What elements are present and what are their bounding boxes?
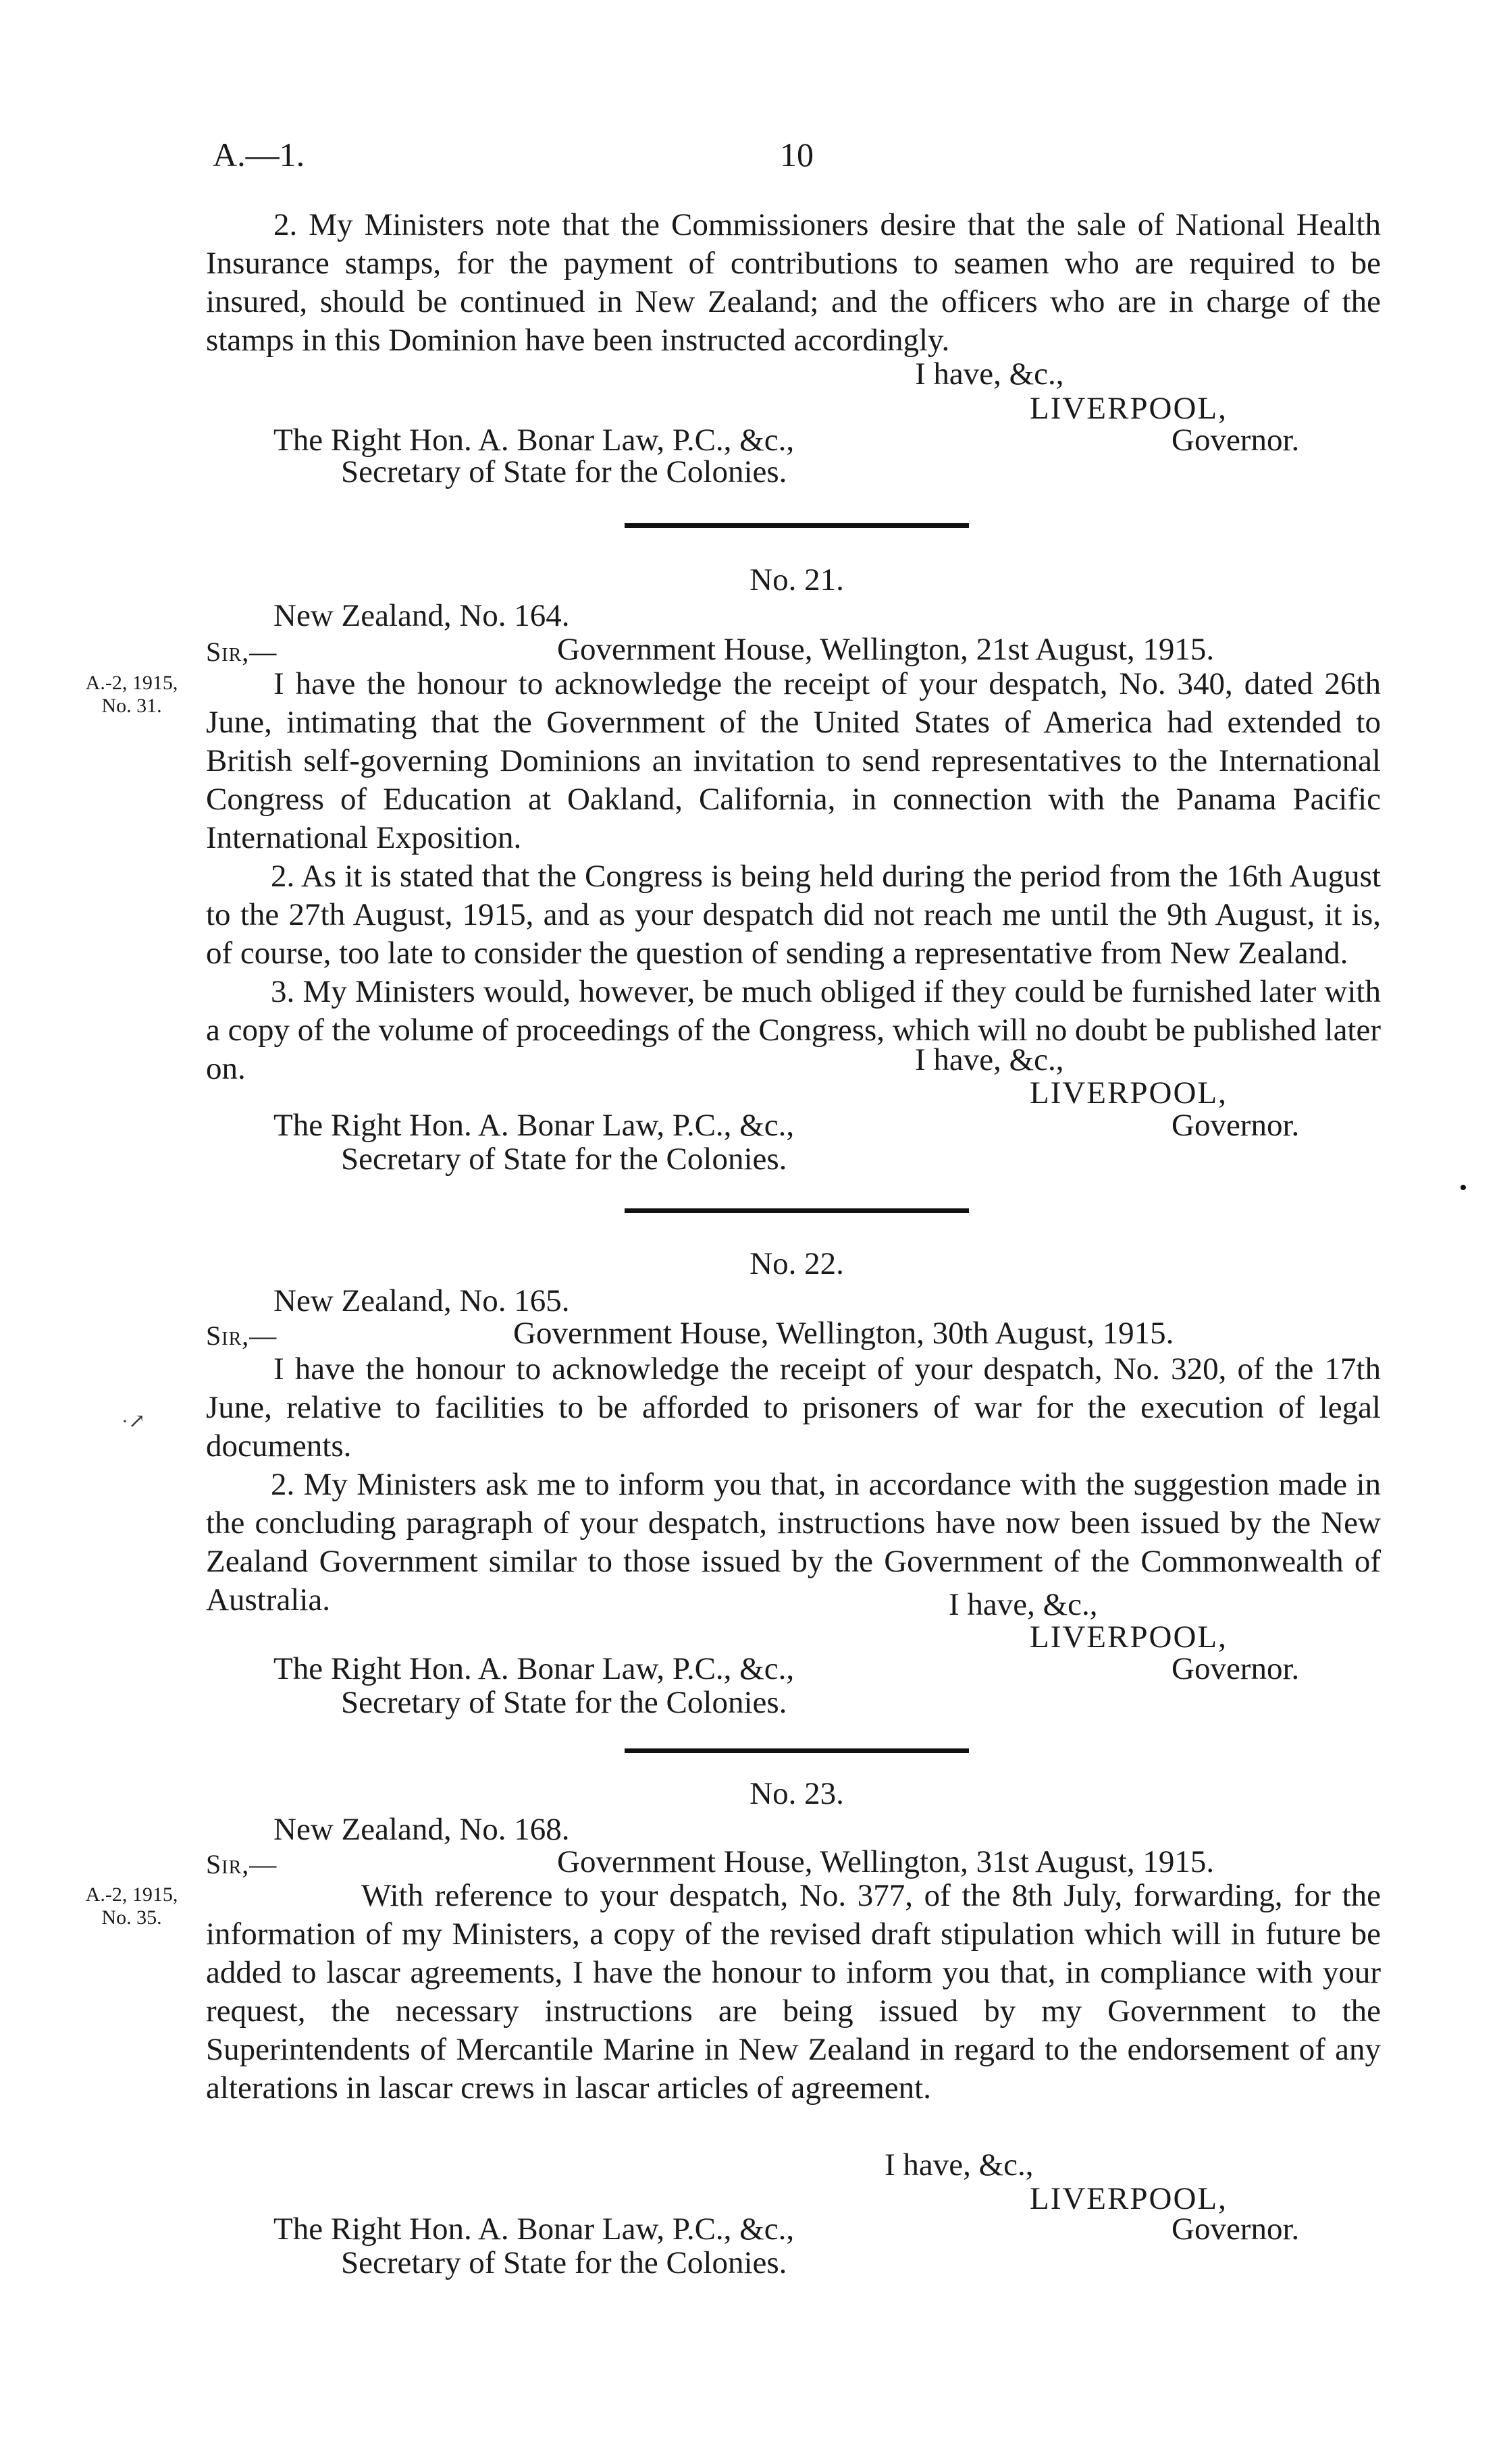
addressee-line: The Right Hon. A. Bonar Law, P.C., &c.,: [273, 1651, 795, 1686]
nz-reference: New Zealand, No. 168.: [273, 1812, 570, 1847]
despatch-number: No. 23.: [750, 1776, 844, 1811]
despatch-paragraph: I have the honour to acknowledge the receipt of your despatch, No. 340, dated 26th June, intimating that the Government of the United States of America had extended to British self-governing Dominions an invitation to send representatives to the International Congress of Education at Oakland, California, in connection with the Panama Pacific International Exposition.: [206, 666, 1381, 855]
signatory-title: Governor.: [1172, 1651, 1300, 1686]
closing-phrase: I have, &c.,: [949, 1587, 1098, 1622]
margin-reference: [74, 672, 189, 718]
despatch-body: [206, 665, 1381, 1088]
despatch-paragraph: With reference to your despatch, No. 377, of the 8th July, forwarding, for the information of my Ministers, a copy of the revised draft stipulation which will in future be added to lascar agreements, I have the honour to inform you that, in compliance with your request, the necessary instructions are being issued by my Government to the Superintendents of Mercantile Marine in New Zealand in regard to the endorsement of any alterations in lascar crews in lascar articles of agreement.: [206, 1878, 1381, 2106]
despatch-paragraph: 2. As it is stated that the Congress is being held during the period from the 16th August to the 27th August, 1915, and as your despatch did not reach me until the 9th August, it is, of course, too late to consider the question of sending a representative from New Zealand.: [206, 859, 1381, 971]
despatch-body: [206, 1350, 1381, 1619]
despatch-paragraph: 3. My Ministers would, however, be much obliged if they could be furnished later with a copy of the volume of proceedings of the Congress, which will no doubt be published later on.: [206, 974, 1381, 1086]
signature: LIVERPOOL,: [1030, 391, 1228, 426]
despatch-body: [206, 1877, 1381, 2108]
signature: LIVERPOOL,: [1030, 2181, 1228, 2216]
addressee-line: The Right Hon. A. Bonar Law, P.C., &c.,: [273, 423, 795, 458]
signatory-title: Governor.: [1172, 2212, 1300, 2247]
addressee-line: The Right Hon. A. Bonar Law, P.C., &c.,: [273, 1108, 795, 1143]
addressee-office: Secretary of State for the Colonies.: [341, 454, 787, 489]
salutation: Sir,—: [206, 1849, 278, 1879]
signature: LIVERPOOL,: [1030, 1619, 1228, 1655]
nz-reference: New Zealand, No. 164.: [273, 598, 570, 633]
signature: LIVERPOOL,: [1030, 1075, 1228, 1110]
continuation-section: [206, 206, 1381, 360]
addressee-office: Secretary of State for the Colonies.: [341, 2245, 787, 2280]
addressee-line: The Right Hon. A. Bonar Law, P.C., &c.,: [273, 2212, 795, 2247]
section-divider: [625, 1748, 969, 1753]
signatory-title: Governor.: [1172, 1108, 1300, 1143]
signatory-title: Governor.: [1172, 423, 1300, 458]
margin-reference-line: No. 31.: [101, 695, 162, 717]
margin-mark: ·↗: [122, 1410, 146, 1432]
series-label: A.—1.: [213, 136, 305, 173]
place-date: Government House, Wellington, 21st August, 1915.: [557, 632, 1215, 667]
despatch-number: No. 21.: [750, 562, 844, 597]
salutation: Sir,—: [206, 637, 278, 667]
page-number: 10: [780, 136, 814, 173]
nz-reference: New Zealand, No. 165.: [273, 1283, 570, 1318]
salutation: Sir,—: [206, 1320, 278, 1351]
despatch-paragraph: 2. My Ministers ask me to inform you that, in accordance with the suggestion made in the concluding paragraph of your despatch, instructions have now been issued by the New Zealand Government similar to those issued by the Government of the Commonwealth of Australia.: [206, 1467, 1381, 1617]
section-divider: [625, 1208, 969, 1213]
despatch-paragraph: I have the honour to acknowledge the receipt of your despatch, No. 320, of the 17th June, relative to facilities to be afforded to prisoners of war for the execution of legal documents.: [206, 1351, 1381, 1464]
place-date: Government House, Wellington, 30th August, 1915.: [513, 1316, 1174, 1351]
margin-reference-line: No. 35.: [101, 1906, 162, 1929]
despatch-number: No. 22.: [750, 1246, 844, 1281]
margin-reference-line: A.-2, 1915,: [85, 672, 178, 694]
margin-reference: [74, 1883, 189, 1929]
margin-reference-line: A.-2, 1915,: [85, 1883, 178, 1906]
closing-phrase: I have, &c.,: [885, 2147, 1034, 2182]
stray-dot: [1461, 1185, 1466, 1190]
continuation-paragraph: 2. My Ministers note that the Commissioners desire that the sale of National Health Insurance stamps, for the payment of contributions to seamen who are required to be insured, should be continued in New Zealand; and the officers who are in charge of the stamps in this Dominion have been instructed accordingly.: [206, 207, 1381, 358]
closing-phrase: I have, &c.,: [915, 356, 1064, 392]
addressee-office: Secretary of State for the Colonies.: [341, 1685, 787, 1720]
section-divider: [625, 523, 969, 528]
addressee-office: Secretary of State for the Colonies.: [341, 1142, 787, 1177]
closing-phrase: I have, &c.,: [915, 1042, 1064, 1077]
place-date: Government House, Wellington, 31st August, 1915.: [557, 1844, 1215, 1879]
